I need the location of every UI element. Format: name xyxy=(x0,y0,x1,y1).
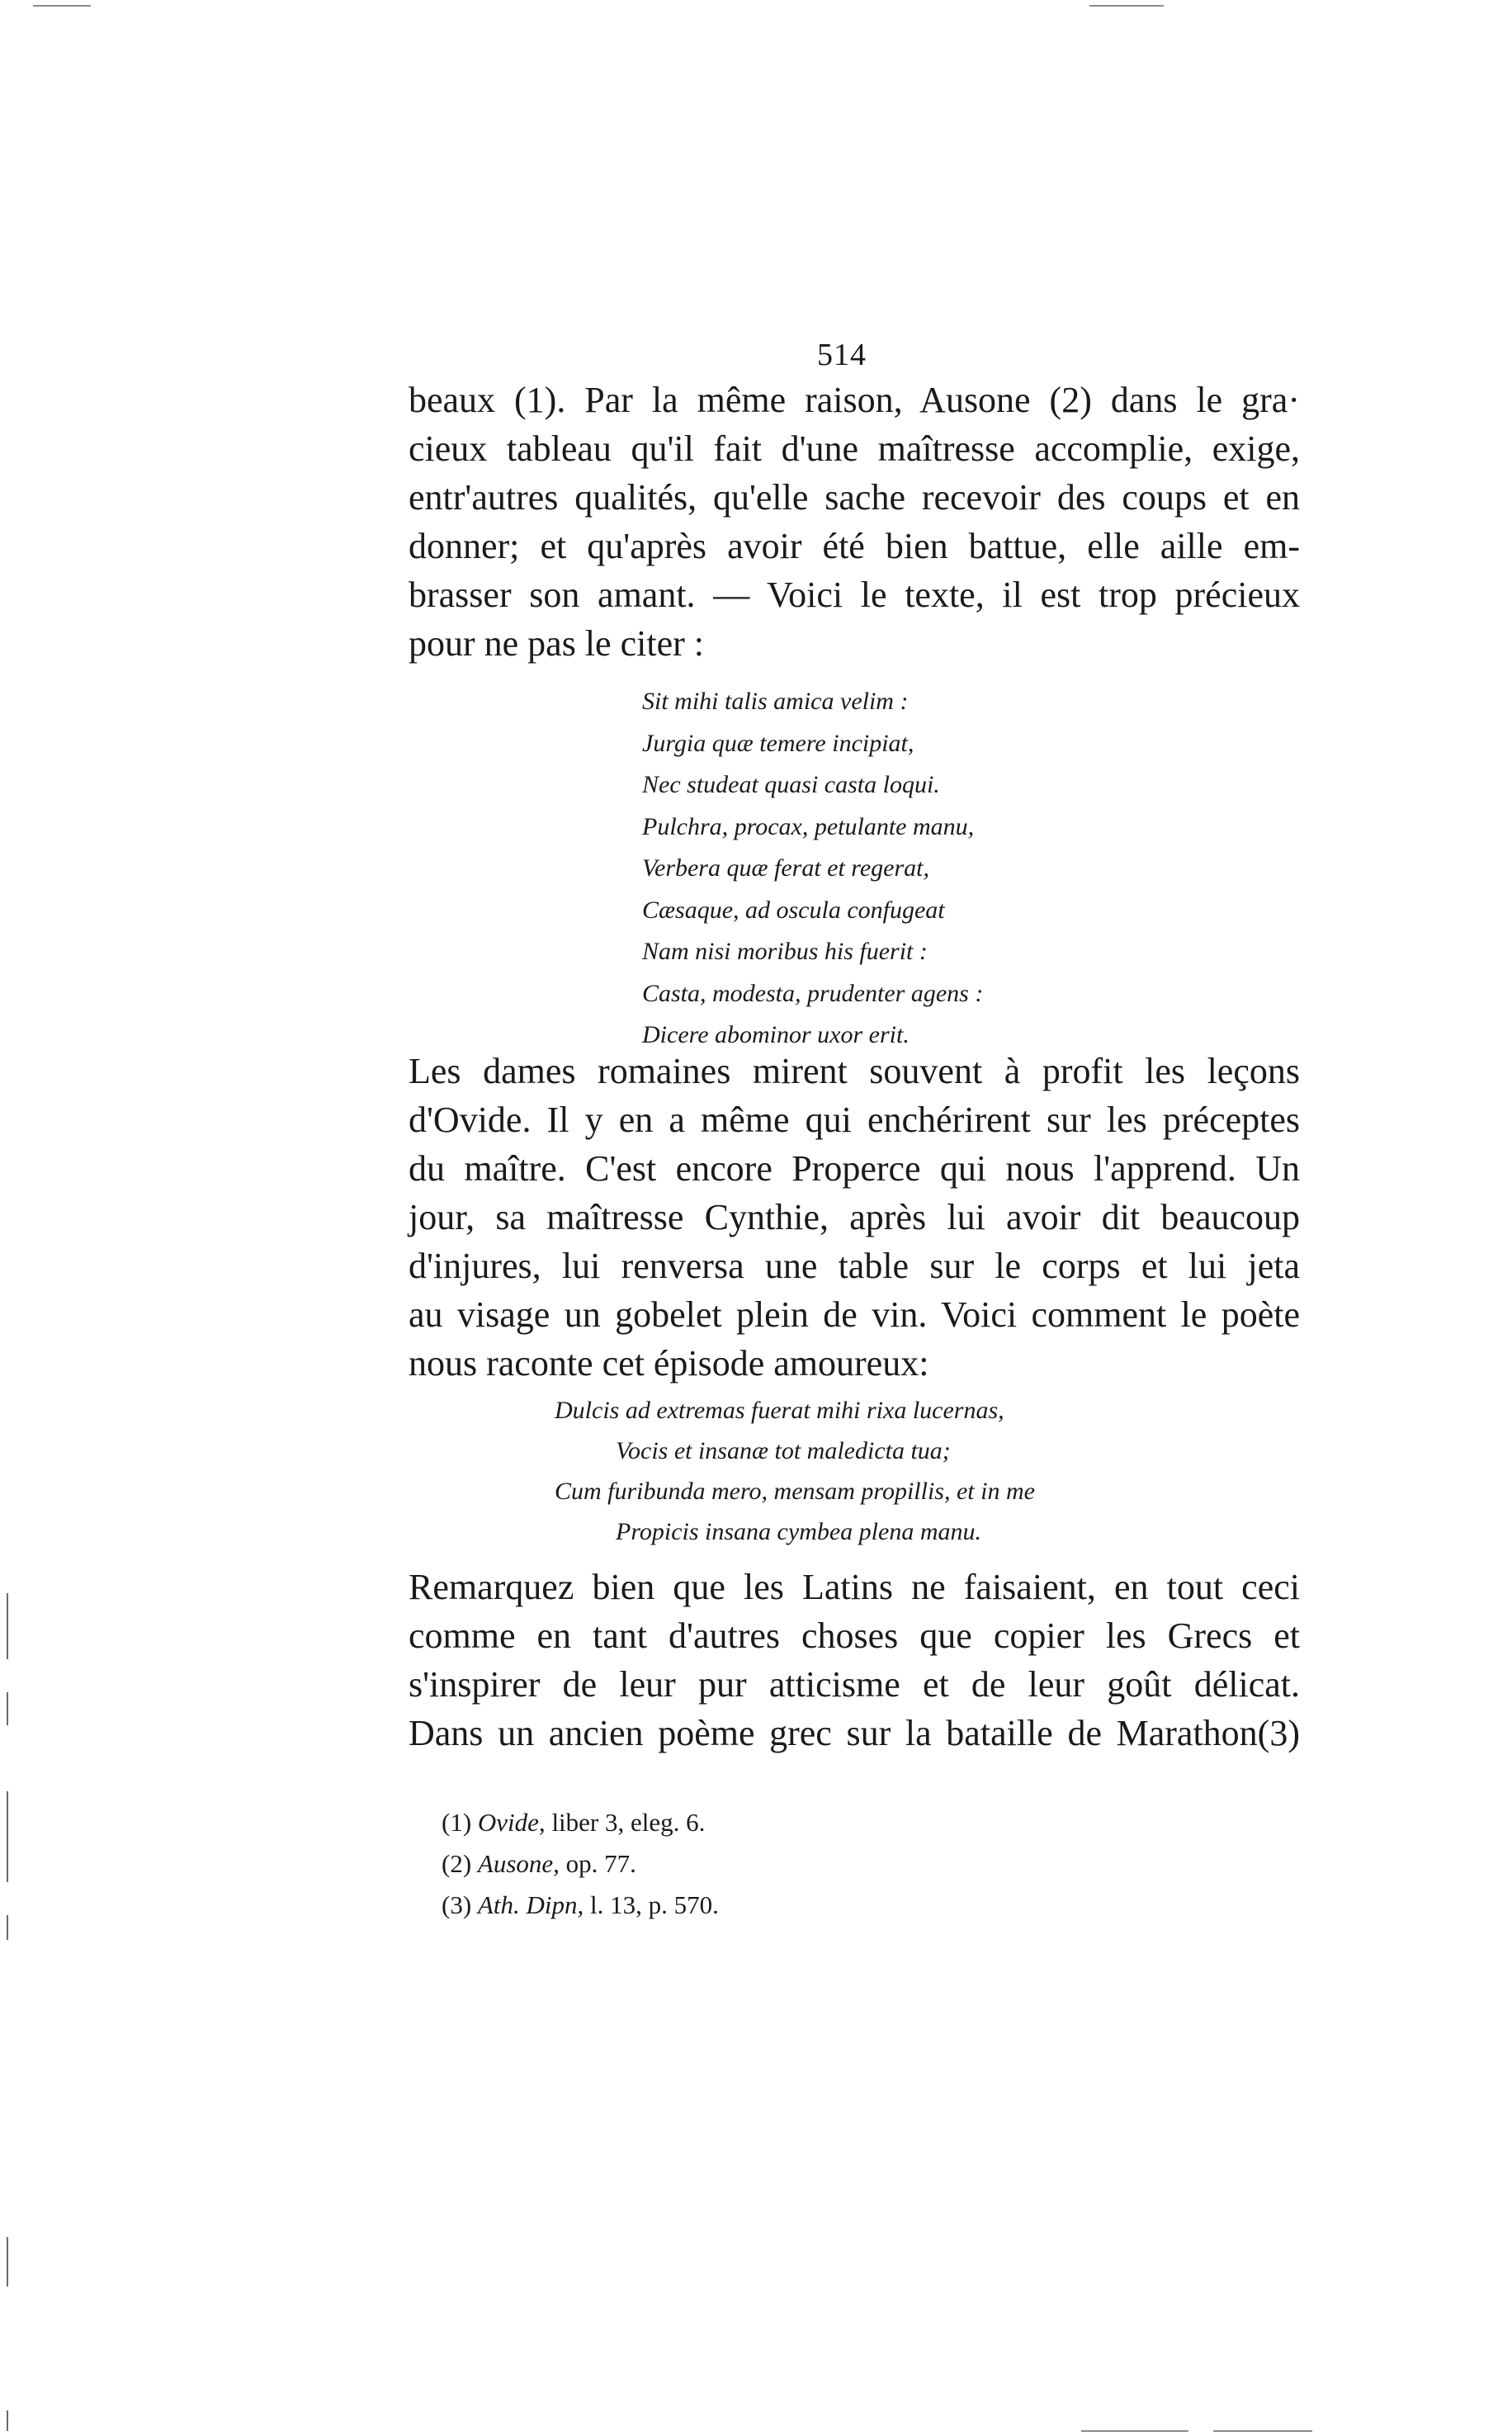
text-line: beaux (1). Par la même raison, Ausone (2) dans le gra· xyxy=(409,380,1300,420)
text-line: brasser son amant. — Voici le texte, il est trop précieux xyxy=(409,575,1300,615)
verse-line: Pulchra, procax, petulante manu, xyxy=(642,812,975,840)
text-line: d'Ovide. Il y en a même qui enchérirent sur les préceptes xyxy=(409,1100,1300,1140)
footnote-3 xyxy=(442,1885,719,1926)
footnote-mark: (2) xyxy=(442,1849,472,1878)
verse-line: Nec studeat quasi casta loqui. xyxy=(642,771,940,798)
paragraph-1 xyxy=(409,376,1300,668)
footnote-ref: l. 13, p. 570. xyxy=(589,1890,719,1919)
footnote-work: Ovide, xyxy=(477,1808,546,1837)
verse-line: Jurgia quæ temere incipiat, xyxy=(642,729,914,757)
text-line: au visage un gobelet plein de vin. Voici comment le poète xyxy=(409,1294,1300,1335)
scan-edge-mark-bottom xyxy=(1213,2430,1312,2432)
text-line: Remarquez bien que les Latins ne faisaient, en tout ceci xyxy=(409,1567,1300,1607)
verse-line: Propicis insana cymbea plena manu. xyxy=(616,1518,981,1545)
scan-margin-line xyxy=(7,2410,8,2431)
verse-line: Cæsaque, ad oscula confugeat xyxy=(642,896,945,924)
latin-verse-ausone xyxy=(642,681,983,1057)
scan-margin-line xyxy=(7,1791,8,1882)
text-line: entr'autres qualités, qu'elle sache recevoir des coups et en xyxy=(409,477,1300,518)
text-line: nous raconte cet épisode amoureux: xyxy=(409,1343,929,1384)
text-line: Les dames romaines mirent souvent à profit les leçons xyxy=(409,1051,1300,1091)
footnote-work: Ath. Dipn, xyxy=(477,1890,584,1919)
text-line: s'inspirer de leur pur atticisme et de leur goût délicat. xyxy=(409,1664,1300,1705)
verse-line: Casta, modesta, prudenter agens : xyxy=(642,979,984,1007)
footnote-ref: liber 3, eleg. 6. xyxy=(551,1808,706,1837)
text-line: pour ne pas le citer : xyxy=(409,623,704,664)
latin-verse-properce xyxy=(555,1390,1035,1552)
scan-edge-mark-right xyxy=(1089,5,1164,7)
scan-margin-line xyxy=(7,1692,8,1725)
verse-line: Dulcis ad extremas fuerat mihi rixa lucernas, xyxy=(555,1397,1004,1424)
verse-line: Verbera quæ ferat et regerat, xyxy=(642,854,930,882)
text-line: cieux tableau qu'il fait d'une maîtresse accomplie, exige, xyxy=(409,428,1300,469)
footnote-2 xyxy=(442,1843,719,1885)
footnote-1 xyxy=(442,1802,719,1843)
text-line: jour, sa maîtresse Cynthie, après lui avoir dit beaucoup xyxy=(409,1197,1300,1237)
text-line: d'injures, lui renversa une table sur le corps et lui jeta xyxy=(409,1246,1300,1286)
scan-edge-mark-left xyxy=(33,5,91,7)
footnote-ref: op. 77. xyxy=(565,1849,636,1878)
footnotes xyxy=(442,1802,719,1926)
verse-line: Nam nisi moribus his fuerit : xyxy=(642,938,928,965)
scan-margin-line xyxy=(7,2237,8,2287)
verse-line: Vocis et insanæ tot maledicta tua; xyxy=(616,1437,951,1464)
paragraph-3 xyxy=(409,1563,1300,1757)
text-line: comme en tant d'autres choses que copier les Grecs et xyxy=(409,1615,1300,1656)
footnote-mark: (3) xyxy=(442,1890,472,1919)
footnote-work: Ausone, xyxy=(477,1849,560,1878)
footnote-mark: (1) xyxy=(442,1808,472,1837)
verse-line: Cum furibunda mero, mensam propillis, et in me xyxy=(555,1478,1035,1505)
scan-margin-line xyxy=(7,1593,8,1659)
verse-line: Dicere abominor uxor erit. xyxy=(642,1021,910,1048)
text-line: du maître. C'est encore Properce qui nous l'apprend. Un xyxy=(409,1148,1300,1189)
text-line: Dans un ancien poème grec sur la bataille de Marathon(3) xyxy=(409,1713,1300,1753)
page-number: 514 xyxy=(817,338,867,372)
verse-line: Sit mihi talis amica velim : xyxy=(642,688,909,715)
paragraph-2 xyxy=(409,1047,1300,1388)
scan-margin-line xyxy=(7,1915,8,1940)
text-line: donner; et qu'après avoir été bien battue, elle aille em- xyxy=(409,526,1300,566)
scan-edge-mark-bottom xyxy=(1081,2430,1188,2432)
